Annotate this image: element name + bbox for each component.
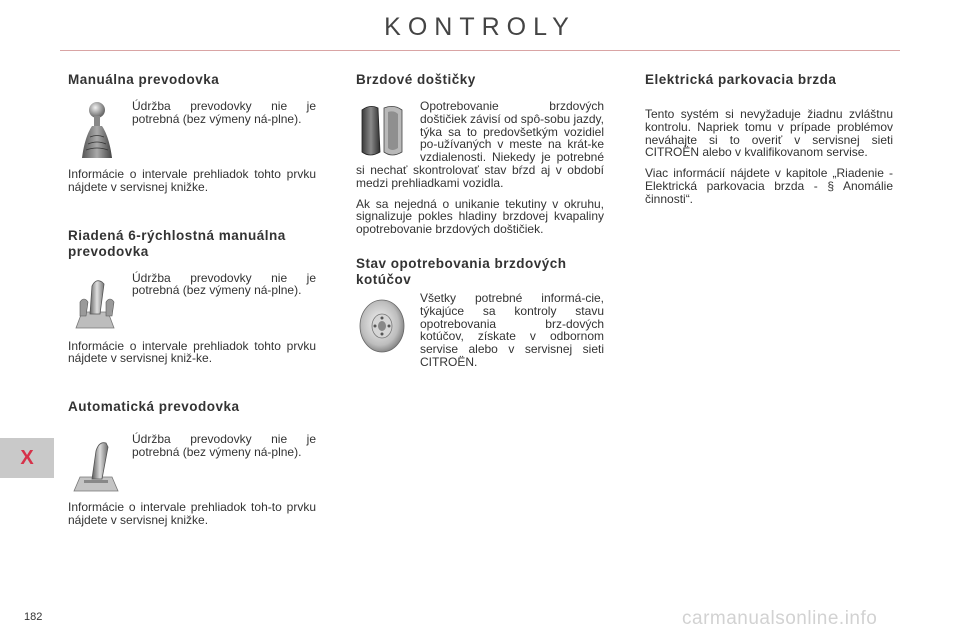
section-robotic-gearbox xyxy=(68,228,316,366)
section-text: Všetky potrebné informá-cie, týkajúce sa kontroly stavu opotrebovania brz-dových kotúčov, získate v odbornom servise alebo v servisnej sieti CITROËN. xyxy=(420,291,604,369)
chapter-tab-label: X xyxy=(20,447,34,469)
brake-pads-icon xyxy=(356,100,412,160)
page-title: KONTROLY xyxy=(384,13,576,41)
section-text: Tento systém si nevyžaduje žiadnu zvláštnu kontrolu. Napriek tomu v prípade problémov neváhajte si to overiť v servisnej sieti CITROËN alebo v kvalifikovanom servise. xyxy=(645,107,893,160)
section-text: Viac informácií nájdete v kapitole „Riadenie - Elektrická parkovacia brzda - § Anomálie činnosti“. xyxy=(645,166,893,206)
column-right xyxy=(645,72,893,226)
section-title: Riadená 6-rýchlostná manuálna prevodovka xyxy=(68,227,286,259)
section-text: Informácie o intervale prehliadok tohto prvku nájdete v servisnej knižke. xyxy=(68,167,316,194)
section-brake-discs xyxy=(356,256,604,369)
section-electric-parking-brake xyxy=(645,72,893,206)
section-text: Údržba prevodovky nie je potrebná (bez výmeny ná-plne). xyxy=(132,270,316,298)
section-text: Informácie o intervale prehliadok tohto prvku nájdete v servisnej kniž-ke. xyxy=(68,338,316,366)
section-title: Stav opotrebovania brzdových kotúčov xyxy=(356,255,567,287)
section-text: Údržba prevodovky nie je potrebná (bez výmeny ná-plne). xyxy=(132,99,316,126)
column-left xyxy=(68,72,316,547)
title-divider xyxy=(60,50,900,51)
brake-disc-icon xyxy=(356,296,412,356)
watermark: carmanualsonline.info xyxy=(682,608,878,629)
paddle-gear-selector-icon xyxy=(68,272,122,332)
section-text: Opotrebovanie brzdových doštičiek závisí od spô-sobu jazdy, týka sa to predovšetkým vozidiel po-užívaných v meste na krát-ke vzdialenosti. Niekedy je potrebné si nechať skontrolovať stav bŕzd aj v období medzi prehliadkami vozidla. xyxy=(356,100,604,190)
page-number: 182 xyxy=(24,611,43,623)
automatic-gear-selector-icon xyxy=(68,433,122,493)
section-text: Ak sa nejedná o unikanie tekutiny v okruhu, signalizuje pokles hladiny brzdovej kvapaliny opotrebovanie brzdových doštičiek. xyxy=(356,196,604,237)
section-automatic-gearbox xyxy=(68,399,316,527)
chapter-tab xyxy=(0,438,54,478)
section-manual-gearbox xyxy=(68,72,316,194)
section-title: Manuálna prevodovka xyxy=(68,72,220,87)
section-title: Automatická prevodovka xyxy=(68,399,240,415)
section-title: Brzdové doštičky xyxy=(356,72,476,87)
section-text: Údržba prevodovky nie je potrebná (bez výmeny ná-plne). xyxy=(132,432,316,459)
manual-gear-lever-icon xyxy=(68,100,122,160)
section-text: Informácie o intervale prehliadok toh-to prvku nájdete v servisnej knižke. xyxy=(68,500,316,527)
section-brake-pads xyxy=(356,72,604,236)
section-title: Elektrická parkovacia brzda xyxy=(645,72,837,87)
column-middle xyxy=(356,72,604,389)
